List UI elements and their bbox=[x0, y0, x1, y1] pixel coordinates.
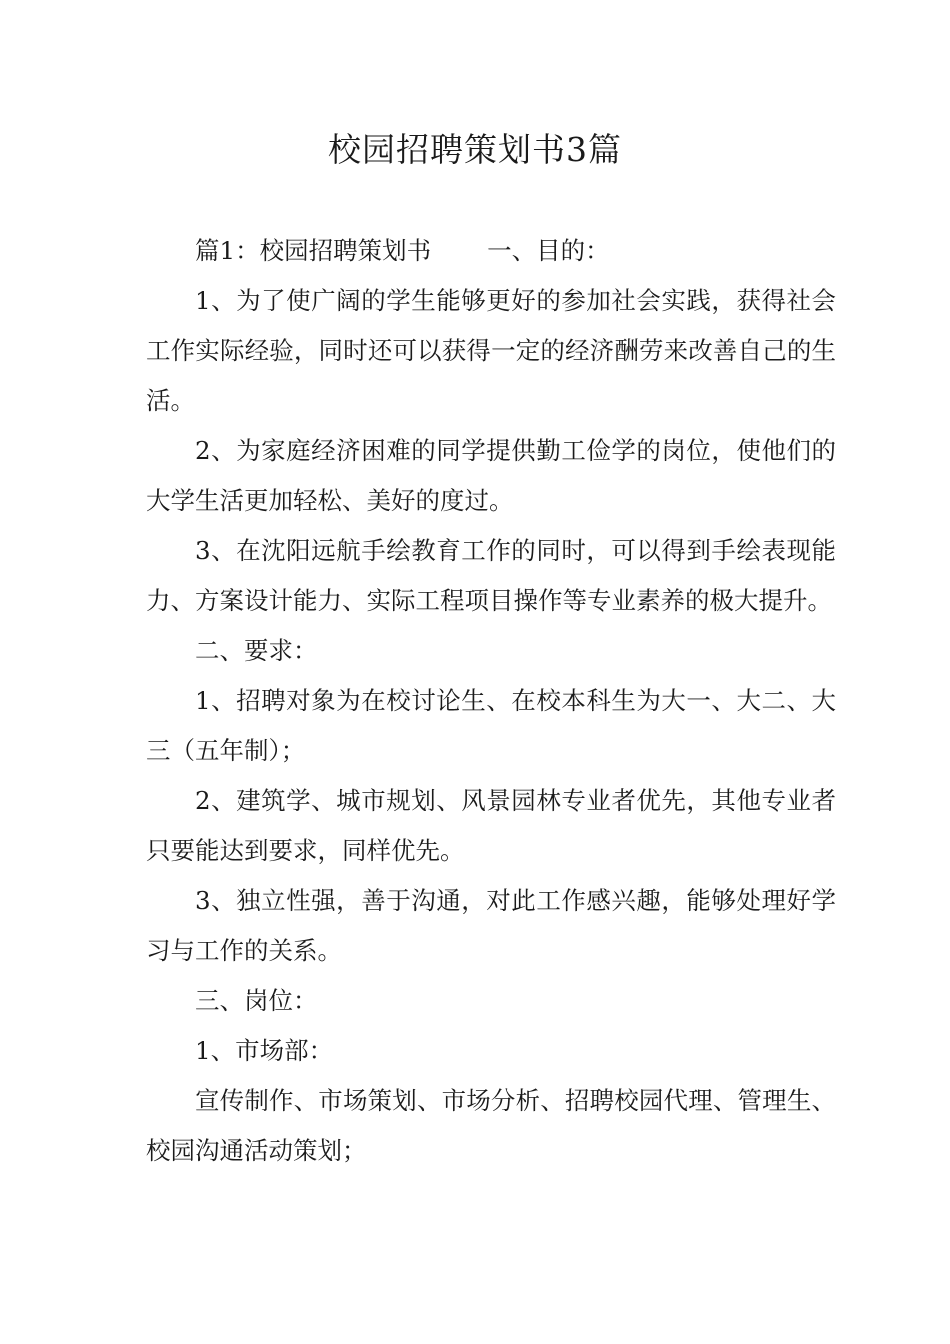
intro-line bbox=[146, 226, 836, 276]
paragraph: 1、招聘对象为在校讨论生、在校本科生为大一、大二、大三（五年制）； bbox=[146, 686, 836, 765]
section-heading: 三、岗位： bbox=[195, 986, 318, 1015]
paragraph: 2、为家庭经济困难的同学提供勤工俭学的岗位，使他们的大学生活更加轻松、美好的度过。 bbox=[146, 436, 836, 515]
paragraph: 3、在沈阳远航手绘教育工作的同时，可以得到手绘表现能力、方案设计能力、实际工程项目操作等专业素养的极大提升。 bbox=[146, 536, 836, 615]
document-title: 校园招聘策划书3篇 bbox=[328, 130, 622, 169]
paragraph: 1、为了使广阔的学生能够更好的参加社会实践，获得社会工作实际经验，同时还可以获得一定的经济酬劳来改善自己的生活。 bbox=[146, 286, 836, 415]
section-heading: 二、要求： bbox=[195, 636, 318, 665]
document-body bbox=[146, 226, 836, 1176]
paragraph: 3、独立性强，善于沟通，对此工作感兴趣，能够处理好学习与工作的关系。 bbox=[146, 886, 836, 965]
paragraph: 宣传制作、市场策划、市场分析、招聘校园代理、管理生、校园沟通活动策划； bbox=[146, 1086, 836, 1165]
intro-chapter-label: 篇1：校园招聘策划书 bbox=[195, 236, 432, 265]
paragraph: 2、建筑学、城市规划、风景园林专业者优先，其他专业者只要能达到要求，同样优先。 bbox=[146, 786, 836, 865]
paragraph: 1、市场部： bbox=[195, 1036, 334, 1065]
intro-section-heading: 一、目的： bbox=[487, 236, 610, 265]
